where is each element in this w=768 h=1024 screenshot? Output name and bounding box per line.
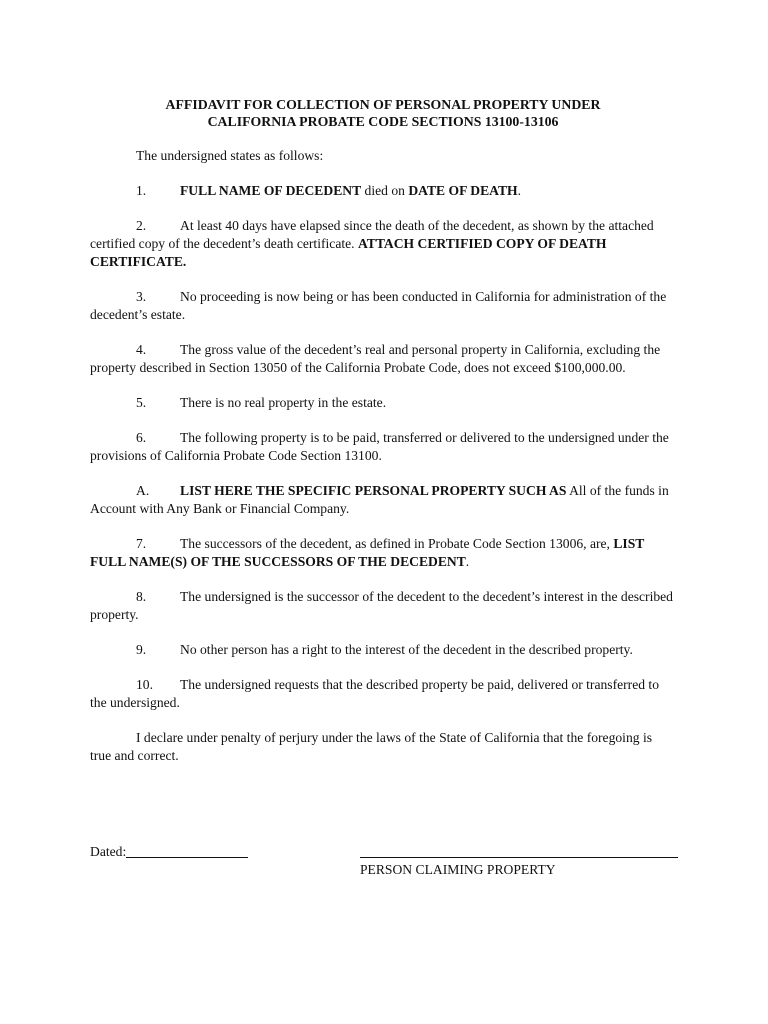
date-of-death-placeholder: DATE OF DEATH <box>408 183 518 198</box>
paragraph-6 <box>90 429 676 465</box>
paragraph-number: 9. <box>136 642 147 657</box>
paragraph-number: 1. <box>136 183 147 198</box>
paragraph-text: . <box>465 554 470 569</box>
paragraph-text: No proceeding is now being or has been conducted in California for administration of the decedent’s estate. <box>90 289 667 322</box>
paragraph-text: died on <box>361 183 409 198</box>
successors-placeholder: LIST FULL NAME(S) OF THE SUCCESSORS OF THE DECEDENT <box>90 536 645 569</box>
paragraph-number: 6. <box>136 430 147 445</box>
paragraph-a <box>90 482 676 518</box>
title-line-1: AFFIDAVIT FOR COLLECTION OF PERSONAL PROPERTY UNDER <box>165 97 601 112</box>
paragraph-text: No other person has a right to the interest of the decedent in the described property. <box>180 642 633 657</box>
paragraph-text: All of the funds in Account with Any Bank or Financial Company. <box>90 483 669 516</box>
document-title <box>90 96 676 130</box>
paragraph-9 <box>90 641 676 659</box>
paragraph-7 <box>90 535 676 571</box>
paragraph-8 <box>90 588 676 624</box>
paragraph-text: At least 40 days have elapsed since the death of the decedent, as shown by the attached certified copy of the decedent’s death certificate. <box>90 218 654 251</box>
dated-blank-line[interactable] <box>126 843 248 858</box>
paragraph-number: 5. <box>136 395 147 410</box>
death-certificate-instruction: ATTACH CERTIFIED COPY OF DEATH CERTIFICATE. <box>90 236 607 269</box>
title-line-2: CALIFORNIA PROBATE CODE SECTIONS 13100-13106 <box>207 114 559 129</box>
paragraph-number: 3. <box>136 289 147 304</box>
paragraph-4 <box>90 341 676 377</box>
paragraph-text: . <box>517 183 522 198</box>
paragraph-number: 8. <box>136 589 147 604</box>
document-body <box>90 96 676 782</box>
paragraph-number: A. <box>136 483 150 498</box>
perjury-declaration: I declare under penalty of perjury under the laws of the State of California that the foregoing is true and correct. <box>90 730 653 763</box>
paragraph-3 <box>90 288 676 324</box>
intro-statement: The undersigned states as follows: <box>136 148 324 163</box>
paragraph-number: 7. <box>136 536 147 551</box>
property-list-placeholder: LIST HERE THE SPECIFIC PERSONAL PROPERTY SUCH AS <box>180 483 567 498</box>
paragraph-number: 4. <box>136 342 147 357</box>
paragraph-text: There is no real property in the estate. <box>180 395 387 410</box>
signature-line[interactable] <box>360 857 678 858</box>
paragraph-number: 2. <box>136 218 147 233</box>
paragraph-text: The successors of the decedent, as defined in Probate Code Section 13006, are, <box>180 536 614 551</box>
paragraph-text: The undersigned is the successor of the decedent to the decedent’s interest in the described property. <box>90 589 673 622</box>
paragraph-1 <box>90 182 676 200</box>
paragraph-5 <box>90 394 676 412</box>
paragraph-text: The following property is to be paid, transferred or delivered to the undersigned under the provisions of California Probate Code Section 13100. <box>90 430 669 463</box>
signature-block <box>90 843 690 883</box>
dated-field <box>90 843 248 861</box>
paragraph-10 <box>90 676 676 712</box>
dated-label: Dated: <box>90 844 127 859</box>
paragraph-2 <box>90 217 676 271</box>
claimant-label: PERSON CLAIMING PROPERTY <box>360 862 556 877</box>
decedent-name-placeholder: FULL NAME OF DECEDENT <box>180 183 362 198</box>
paragraph-number: 10. <box>136 677 153 692</box>
paragraph-text: The undersigned requests that the described property be paid, delivered or transferred to the undersigned. <box>90 677 660 710</box>
paragraph-text: The gross value of the decedent’s real and personal property in California, excluding the property described in Section 13050 of the California Probate Code, does not exceed $100,000.00. <box>90 342 661 375</box>
